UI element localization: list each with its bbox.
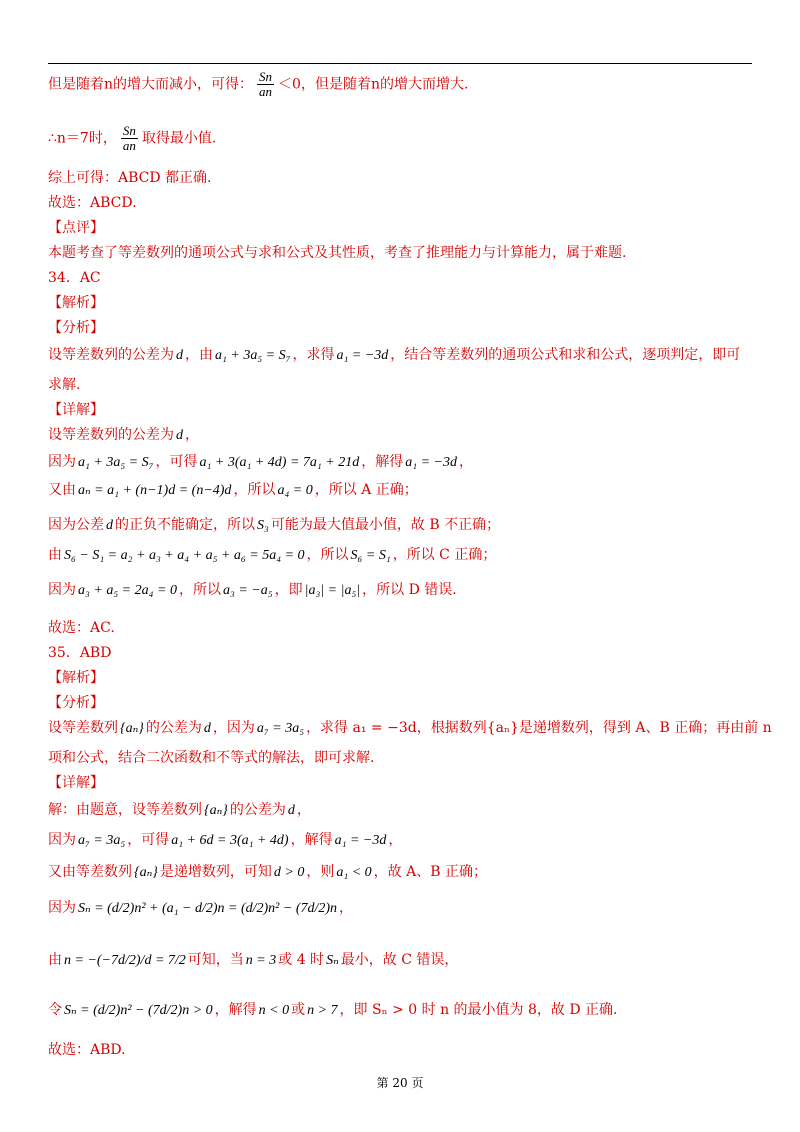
line-text: ∴n＝7时，: [48, 130, 117, 147]
fraction-numerator: Sn: [122, 123, 136, 138]
line-text: ，因为: [212, 720, 255, 736]
text-line: [48, 452, 752, 473]
text-line: [48, 1040, 752, 1060]
math-expression: n > 7: [307, 1003, 338, 1018]
line-text: ，所以 C 正确；: [392, 547, 497, 563]
math-expression: a₇ = 3a₅: [78, 833, 126, 848]
text-line: [48, 318, 752, 338]
line-text: 或 4 时: [278, 952, 325, 968]
text-line: [48, 193, 752, 213]
line-text: 设等差数列的公差为: [48, 427, 174, 443]
line-text: ，可得: [127, 832, 170, 848]
text-line: [48, 643, 752, 663]
math-expression: {aₙ}: [134, 865, 158, 880]
text-line: [48, 898, 752, 919]
line-text: ，即 Sₙ > 0 时 n 的最小值为 8，故 D 正确.: [339, 1002, 618, 1018]
line-text: 但是随着n的增大而减小，可得：: [48, 76, 254, 93]
math-expression: a₁ + 3a₅ = S₇: [78, 455, 154, 470]
text-line: [48, 862, 752, 883]
math-expression: a₁ < 0: [336, 865, 372, 880]
line-text: 可知，当: [187, 952, 244, 968]
line-text: ，所以: [178, 582, 221, 598]
line-text: 或: [291, 1002, 306, 1018]
line-text: 35．ABD: [48, 645, 112, 661]
text-line: [48, 168, 752, 188]
header-rule: [48, 63, 752, 64]
math-expression: a₁ + 3a₅ = S₇: [215, 348, 291, 363]
math-expression: S₃: [257, 518, 269, 533]
line-text: ，即: [274, 582, 303, 598]
line-text: 可能为最大值最小值，故 B 不正确；: [270, 517, 501, 533]
math-expression: a₃ = −a₅: [222, 583, 273, 598]
line-text: 因为公差: [48, 517, 104, 533]
math-expression: a₃ + a₅ = 2a₄ = 0: [78, 583, 177, 598]
math-expression: Sₙ = (d/2)n² + (a₁ − d/2)n = (d/2)n² − (7d/2)n: [78, 901, 338, 916]
line-text: 解：由题意，设等差数列: [48, 802, 202, 818]
line-text: ，解得: [290, 832, 333, 848]
math-expression: n < 0: [258, 1003, 290, 1018]
line-text: 【点评】: [48, 220, 104, 236]
text-line: [48, 400, 752, 420]
fraction-denominator: an: [259, 84, 273, 99]
line-text: 设等差数列的公差为: [48, 347, 174, 363]
page-number: 第 20 页: [376, 1076, 424, 1090]
math-expression: n = −(−7d/2)/d = 7/2: [64, 953, 186, 968]
math-expression: a₁ + 3(a₁ + 4d) = 7a₁ + 21d: [199, 455, 360, 470]
math-expression: {aₙ}: [120, 721, 144, 736]
math-expression: a₁ = −3d: [334, 833, 387, 848]
math-expression: a₁ = −3d: [336, 348, 389, 363]
line-text: 的公差为: [229, 802, 286, 818]
text-line: [48, 748, 752, 768]
text-line: [48, 668, 752, 688]
line-text: 故选：AC.: [48, 620, 115, 636]
line-text: 的正负不能确定，所以: [115, 517, 255, 533]
text-line: [48, 1000, 752, 1021]
text-line: [48, 70, 752, 99]
line-text: ＜0，但是随着n的增大而增大.: [278, 76, 469, 93]
math-expression: {aₙ}: [204, 803, 228, 818]
text-line: [48, 950, 752, 971]
line-text: ，所以: [233, 482, 276, 498]
text-line: [48, 618, 752, 638]
math-expression: d > 0: [273, 865, 305, 880]
line-text: ，可得: [155, 454, 198, 470]
text-line: [48, 243, 752, 263]
text-line: [48, 480, 752, 501]
text-line: [48, 830, 752, 851]
fraction: [257, 70, 274, 99]
line-text: 由: [48, 547, 62, 563]
text-line: [48, 268, 752, 288]
line-text: 因为: [48, 582, 76, 598]
line-text: ，: [388, 832, 403, 848]
line-text: 项和公式，结合二次函数和不等式的解法，即可求解.: [48, 750, 375, 766]
text-line: [48, 124, 752, 153]
line-text: ，所以 A 正确；: [314, 482, 418, 498]
fraction-numerator: Sn: [259, 69, 273, 84]
math-expression: d: [287, 803, 295, 818]
math-expression: |a₃| = |a₅|: [304, 583, 361, 598]
line-text: 综上可得：ABCD 都正确.: [48, 170, 212, 186]
text-line: [48, 218, 752, 238]
text-line: [48, 545, 752, 566]
line-text: 【解析】: [48, 670, 104, 686]
line-text: 是递增数列，可知: [159, 864, 272, 880]
text-line: [48, 693, 752, 713]
line-text: 令: [48, 1002, 62, 1018]
text-line: [48, 580, 752, 601]
line-text: 【分析】: [48, 320, 104, 336]
line-text: 由: [48, 952, 62, 968]
line-text: ，结合等差数列的通项公式和求和公式，逐项判定，即可: [390, 347, 741, 363]
fraction-denominator: an: [122, 138, 136, 153]
line-text: ，故 A、B 正确；: [373, 864, 487, 880]
text-line: [48, 773, 752, 793]
math-expression: S₆ = S₁: [350, 548, 391, 563]
text-line: [48, 515, 752, 536]
math-expression: a₁ + 6d = 3(a₁ + 4d): [171, 833, 289, 848]
text-line: [48, 375, 752, 395]
line-text: ，求得 a₁ = −3d，根据数列{aₙ}是递增数列，得到 A、B 正确；再由前 n: [306, 720, 772, 736]
line-text: ，: [185, 427, 199, 443]
line-text: 34．AC: [48, 270, 101, 286]
math-expression: S₆ − S₁ = a₂ + a₃ + a₄ + a₅ + a₆ = 5a₄ = 0: [64, 548, 305, 563]
math-expression: Sₙ = (d/2)n² − (7d/2)n > 0: [64, 1003, 213, 1018]
line-text: ，所以 D 错误.: [362, 582, 457, 598]
line-text: 【详解】: [48, 402, 104, 418]
math-expression: d: [203, 721, 211, 736]
math-expression: Sₙ: [326, 953, 339, 968]
line-text: 最小，故 C 错误，: [340, 952, 459, 968]
text-line: [48, 293, 752, 313]
text-line: [48, 718, 772, 739]
line-text: 求解.: [48, 377, 81, 393]
math-expression: a₁ = −3d: [405, 455, 457, 470]
line-text: 因为: [48, 454, 76, 470]
line-text: 【分析】: [48, 695, 104, 711]
line-text: ，由: [185, 347, 213, 363]
fraction: [121, 124, 138, 153]
line-text: ，解得: [214, 1002, 257, 1018]
math-expression: aₙ = a₁ + (n−1)d = (n−4)d: [78, 483, 232, 498]
line-text: 【解析】: [48, 295, 104, 311]
math-expression: d: [176, 428, 183, 443]
line-text: ，解得: [361, 454, 404, 470]
line-text: 因为: [48, 832, 76, 848]
line-text: 故选：ABD.: [48, 1042, 126, 1058]
line-text: ，求得: [292, 347, 335, 363]
line-text: ，: [339, 900, 354, 916]
line-text: ，则: [306, 864, 335, 880]
math-expression: d: [106, 518, 113, 533]
text-line: [48, 425, 752, 446]
line-text: 故选：ABCD.: [48, 195, 137, 211]
line-text: 又由: [48, 482, 76, 498]
line-text: 因为: [48, 900, 76, 916]
math-expression: n = 3: [245, 953, 277, 968]
math-expression: a₄ = 0: [277, 483, 313, 498]
text-line: [48, 345, 752, 366]
line-text: 【详解】: [48, 775, 104, 791]
line-text: 设等差数列: [48, 720, 118, 736]
line-text: ，所以: [306, 547, 349, 563]
math-expression: a₇ = 3a₅: [256, 721, 305, 736]
line-text: ，: [296, 802, 311, 818]
text-line: [48, 800, 752, 821]
line-text: 本题考查了等差数列的通项公式与求和公式及其性质，考查了推理能力与计算能力，属于难题.: [48, 245, 627, 261]
line-text: 取得最小值.: [141, 130, 217, 147]
line-text: 的公差为: [145, 720, 202, 736]
math-expression: d: [176, 348, 183, 363]
line-text: ，: [458, 454, 473, 470]
line-text: 又由等差数列: [48, 864, 132, 880]
